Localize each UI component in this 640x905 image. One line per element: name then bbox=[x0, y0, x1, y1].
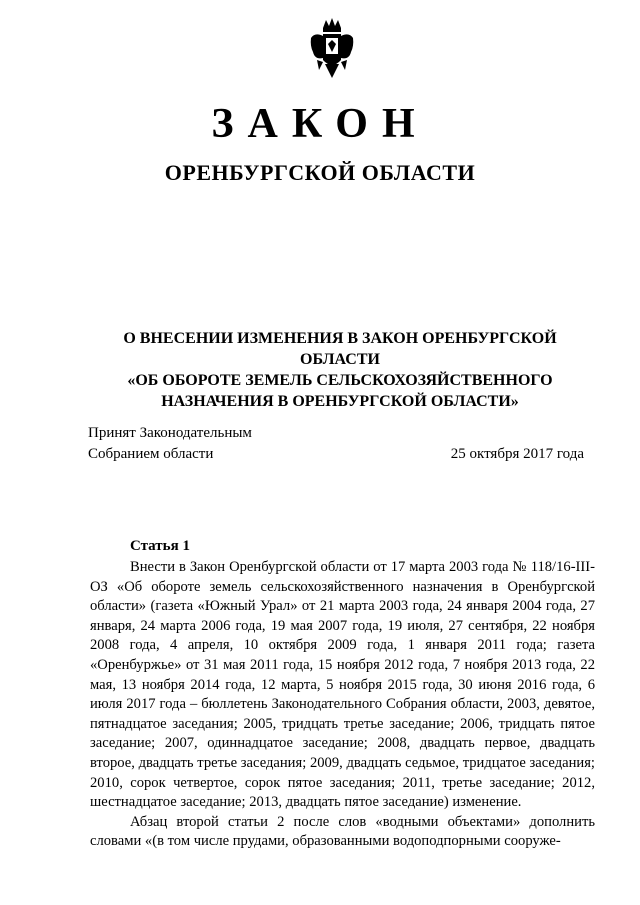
heading-line: О ВНЕСЕНИИ ИЗМЕНЕНИЯ В ЗАКОН ОРЕНБУРГСКОЙ ОБЛАСТИ bbox=[123, 330, 557, 368]
law-heading bbox=[88, 328, 592, 412]
paragraph: Внести в Закон Оренбургской области от 17 марта 2003 года № 118/16-III-ОЗ «Об обороте земель сельскохозяйственного назначения в Оренбургской области» (газета «Южный Урал» от 21 марта 2003 года, 24 января 2004 года, 27 января, 24 марта 2006 года, 19 мая 2007 года, 19 июля, 27 сентября, 22 ноября 2008 года, 4 апреля, 10 октября 2009 года, 1 января 2011 года; газета «Оренбуржье» от 31 мая 2011 года, 15 ноября 2012 года, 7 ноября 2013 года, 22 мая, 13 ноября 2014 года, 12 марта, 5 ноября 2015 года, 30 июня 2016 года, 6 июля 2017 года – бюллетень Законодательного Собрания области, 2003, девятое, пятнадцатое заседания; 2005, тридцать третье заседание; 2006, тридцать пятое заседание; 2007, одиннадцатое заседание; 2008, двадцать первое, двадцать второе, двадцать третье заседания; 2009, двадцать седьмое, тридцатое заседания; 2010, сорок четвертое, сорок пятое заседания; 2011, третье заседание; 2012, шестнадцатое заседание; 2013, двадцать пятое заседание) изменение. bbox=[90, 559, 595, 811]
law-title: ЗАКОН bbox=[211, 101, 429, 147]
coat-of-arms-icon bbox=[309, 18, 355, 80]
adoption-date: 25 октября 2017 года bbox=[450, 446, 584, 462]
region-title: ОРЕНБУРГСКОЙ ОБЛАСТИ bbox=[164, 160, 476, 185]
article-body bbox=[90, 558, 595, 852]
heading-line: «ОБ ОБОРОТЕ ЗЕМЕЛЬ СЕЛЬСКОХОЗЯЙСТВЕННОГО bbox=[127, 372, 553, 389]
adopted-line: Принят Законодательным bbox=[88, 425, 252, 441]
heading-line: НАЗНАЧЕНИЯ В ОРЕНБУРГСКОЙ ОБЛАСТИ» bbox=[161, 393, 519, 410]
adopted-line: Собранием области bbox=[88, 446, 214, 462]
adoption-info bbox=[88, 423, 252, 465]
paragraph: Абзац второй статьи 2 после слов «водными объектами» дополнить словами «(в том числе прудами, образованными водоподпорными сооруже- bbox=[90, 813, 595, 850]
article-title: Статья 1 bbox=[130, 538, 190, 554]
